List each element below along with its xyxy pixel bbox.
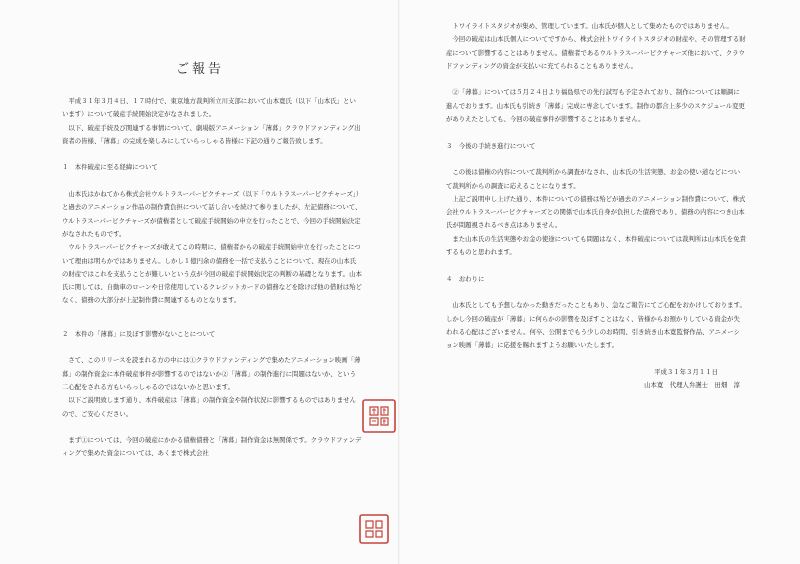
paragraph: さて、このリリースを読まれる方の中には①クラウドファンディングで集めたアニメーション映画「薄暮」の制作資金に本件破産事件が影響するのではないか②「薄暮」の制作進行に問題はないか、という二心配をされる方もいらっしゃるのではないかと思います。 <box>62 356 361 391</box>
page-seal-stamp <box>358 513 390 545</box>
spacer <box>62 175 362 188</box>
paragraph: 今回の破産は山本氏個人についてですから、株式会社トワイライトスタジオの財産や、その管理する財産について影響することはありません。債権者であるウルトラスーパーピクチャーズ他において、クラウドファンディングの資金が支払いに充てられることもありません。 <box>446 35 746 70</box>
spacer <box>446 286 746 299</box>
spacer <box>62 341 362 354</box>
paragraph: 以下ご説明致します通り、本件破産は「薄暮」の制作資金や制作状況に影響するものではありませんので、ご安心ください。 <box>62 396 356 418</box>
section-heading: ４ おわりに <box>446 274 485 283</box>
paragraph: まず①については、今回の破産にかかる債権債務と「薄暮」制作資金は無関係です。クラウドファンディングで集めた資金については、あくまで株式会社 <box>62 436 362 458</box>
spacer <box>62 421 362 434</box>
spacer <box>62 308 362 328</box>
right-page <box>400 0 800 564</box>
document-title: ご報告 <box>175 62 224 77</box>
section-heading: １ 本件破産に至る経緯について <box>62 163 158 172</box>
paragraph: ウルトラスーパーピクチャーズが敢えてこの時期に、債権者からの破産手続開始申立を行ったことについて理由は明らかではありません。しかし１億円余の債務を一括で支払うことについて、現在の山本氏の財産ではこれを支払うことが難しいという点が今回の破産手続開始決定の判断の基礎となります。山本氏に関しては、自動車のローンや日常使用しているクレジットカードの債務などを除けば他の借財は殆どなく、債務の大部分が上記制作費に関連するものとなります。 <box>62 243 362 305</box>
spacer <box>62 148 362 161</box>
lawyer-seal-stamp <box>361 398 397 434</box>
left-column <box>62 95 362 461</box>
section-heading: ２ 本件の「薄暮」に及ぼす影響がないことについて <box>62 329 216 338</box>
right-column <box>446 0 746 392</box>
signature-line: 山本寛 代理人弁護士 田畑 淳 <box>644 381 740 390</box>
paragraph: ②「薄暮」については５月２４日より福島県での先行試写も予定されており、制作については順調に進んでおります。山本氏も引続き「薄暮」完成に専念しています。制作の都合上多少のスケジュール変更がありえたとしても、今回の破産事件が影響することはありません。 <box>446 88 745 124</box>
spacer <box>446 126 746 139</box>
spacer <box>446 73 746 86</box>
paragraph: この後は債権の内容について裁判所から調査がなされ、山本氏の生活実態、お金の使い道などについて裁判所からの調査に応えることになります。 <box>446 168 741 190</box>
spacer <box>446 153 746 166</box>
spacer <box>446 259 746 272</box>
document-date: 平成３１年３月１１日 <box>654 367 718 376</box>
paragraph: 山本氏としても予想しなかった動きだったこともあり、急なご報告にてご心配をおかけしております。しかし今回の破産が「薄暮」に何らかの影響を及ぼすことはなく、皆様からお預かりしている資金が失われる心配はございません。何卒、公開までもう少しのお時間、引き続き山本寛監督作品、アニメーション映画「薄暮」に応援を賜れますようお願いいたします。 <box>446 301 746 350</box>
paragraph: 平成３１年３月４日、１７時付で、東京地方裁判所立川支部において山本寛氏（以下「山本氏」といいます）について破産手続開始決定がなされました。 <box>62 97 356 119</box>
paragraph: また山本氏の生活実態やお金の使途についても問題はなく、本件破産については裁判所は山本氏を免責するものと思われます。 <box>446 234 746 257</box>
paragraph: 山本氏はかねてから株式会社ウルトラスーパーピクチャーズ（以下「ウルトラスーパーピクチャーズ」）と過去のアニメーション作品の制作費負担について話し合いを続けて参りましたが、左記債務について、ウルトラスーパーピクチャーズが債権者として破産手続開始の申立を行ったことで、今回の手続開始決定がなされたものです。 <box>62 190 362 238</box>
section-heading: ３ 今後の手続き進行について <box>446 141 536 150</box>
spacer <box>446 352 746 365</box>
paragraph: 上記ご説明申し上げた通り、本件についての債務は殆どが過去のアニメーション制作費について、株式会社ウルトラスーパーピクチャーズとの関係で山本氏自身が負担した債務であり、債務の内容につき山本氏が問題視されるべき点はありません。 <box>446 194 746 230</box>
paragraph: 以下、破産手続及び関連する事情について、劇場版アニメーション「薄暮」クラウドファンディング出資者の皆様、「薄暮」の完成を楽しみにしていらっしゃる皆様に下記の通りご報告致します。 <box>62 123 361 145</box>
spacer <box>446 0 746 20</box>
paragraph: トワイライトスタジオが集め、管理しています。山本氏が個人として集めたものではありません。 <box>452 22 733 30</box>
